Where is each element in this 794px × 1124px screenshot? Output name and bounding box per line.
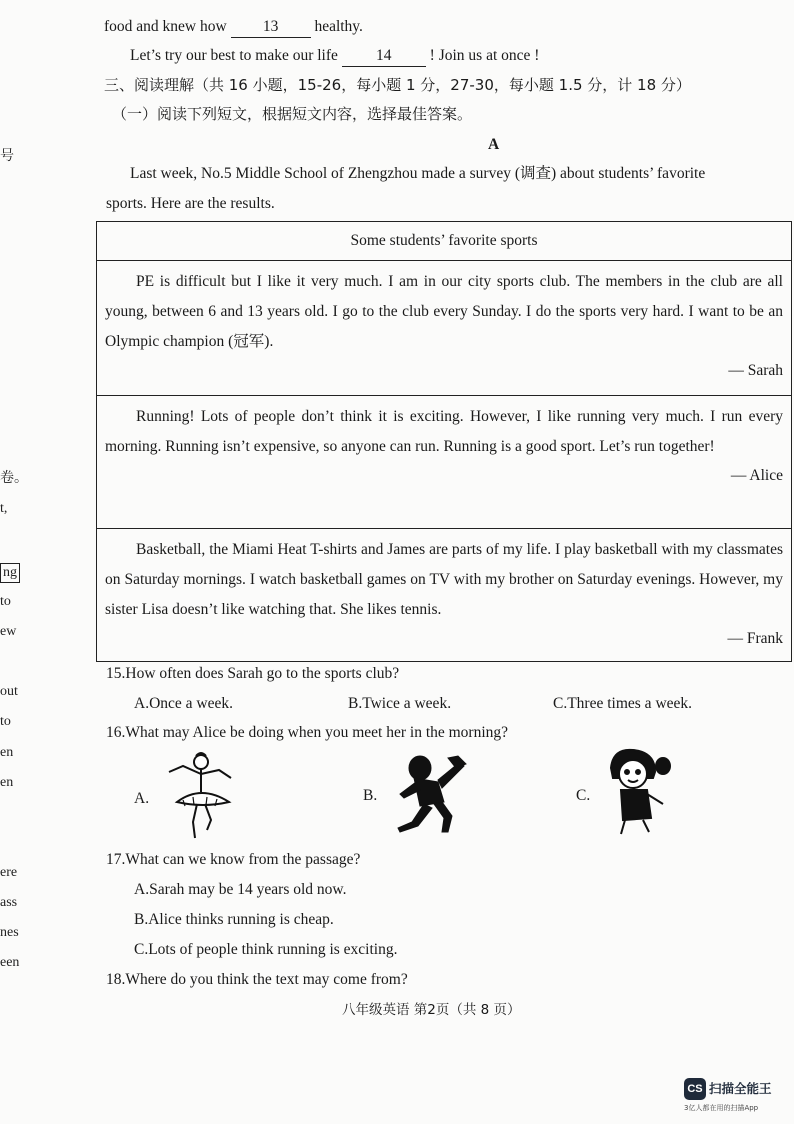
table-row-sarah (97, 261, 792, 396)
passage-letter: A (488, 136, 500, 153)
sarah-text: PE is difficult but I like it very much. I am in our city sports club. The members in the club are all young, between 6 and 13 years old. I go to the club every Sunday. I do the sports very hard. I want to be an Olympic champion (冠军). (105, 273, 783, 350)
intro-line: Last week, No.5 Middle School of Zhengzhou made a survey (调查) about students’ favorite (130, 165, 706, 182)
margin-fragment: ew (0, 624, 17, 639)
camscanner-logo: CS (684, 1078, 706, 1100)
q16-option-b: B. (363, 787, 378, 804)
alice-text: Running! Lots of people don’t think it is exciting. However, I like running very much. I run every morning. Running isn’t expensive, so anyone can run. Running is a good sport. Let’s run together! (105, 408, 783, 455)
child-picture (603, 748, 675, 838)
margin-fragment: ere (0, 865, 18, 880)
margin-fragment: out (0, 684, 18, 699)
ballet-dancer-picture (163, 750, 241, 842)
cloze-text: ! Join us at once ! (429, 47, 540, 64)
margin-fragment: en (0, 745, 14, 760)
margin-fragment: 卷。 (0, 471, 28, 486)
q16-option-c: C. (576, 787, 591, 804)
q17-option-b: B.Alice thinks running is cheap. (134, 911, 334, 928)
intro-line: sports. Here are the results. (106, 195, 275, 212)
page-footer: 八年级英语 第2页（共 8 页） (342, 1002, 521, 1018)
watermark-title: 扫描全能王 (709, 1081, 772, 1096)
table-title: Some students’ favorite sports (97, 222, 792, 261)
question-15: 15.How often does Sarah go to the sports club? (106, 665, 400, 682)
margin-fragment: ng (0, 563, 20, 583)
q15-option-c: C.Three times a week. (553, 695, 693, 712)
q15-option-b: B.Twice a week. (348, 695, 452, 712)
margin-fragment: to (0, 594, 11, 609)
q16-option-a: A. (134, 790, 150, 807)
watermark-subtitle: 3亿人都在用的扫描App (684, 1104, 759, 1112)
cloze-text: food and knew how (104, 18, 227, 35)
runner-picture (390, 752, 470, 834)
q17-option-a: A.Sarah may be 14 years old now. (134, 881, 347, 898)
answer-blank-14: 14 (342, 46, 426, 67)
scanner-watermark (684, 1078, 788, 1116)
sports-table (96, 221, 792, 662)
cloze-line-13 (104, 17, 363, 38)
frank-text: Basketball, the Miami Heat T-shirts and James are parts of my life. I play basketball with my classmates on Saturday mornings. I watch basketball games on TV with my brother on Saturday evenings. However, my sister Lisa doesn’t like watching that. She likes tennis. (105, 541, 783, 618)
section-subheading: （一）阅读下列短文，根据短文内容，选择最佳答案。 (112, 105, 473, 123)
margin-fragment: en (0, 775, 14, 790)
cloze-text: Let’s try our best to make our life (130, 47, 338, 64)
margin-fragment: een (0, 955, 20, 970)
answer-blank-13: 13 (231, 17, 311, 38)
q15-option-a: A.Once a week. (134, 695, 233, 712)
cloze-line-14 (130, 46, 539, 67)
margin-fragment: t, (0, 501, 8, 516)
section-heading: 三、阅读理解（共 16 小题，15-26，每小题 1 分，27-30，每小题 1.5 分，计 18 分） (104, 76, 691, 94)
sarah-author: — Sarah (728, 362, 783, 379)
question-16: 16.What may Alice be doing when you meet her in the morning? (106, 724, 509, 741)
margin-fragment: to (0, 714, 11, 729)
question-18: 18.Where do you think the text may come from? (106, 971, 408, 988)
q17-option-c: C.Lots of people think running is exciting. (134, 941, 398, 958)
margin-fragment: nes (0, 925, 19, 940)
question-17: 17.What can we know from the passage? (106, 851, 361, 868)
table-row-alice (97, 396, 792, 529)
table-row-frank (97, 529, 792, 662)
frank-author: — Frank (727, 630, 783, 647)
cloze-text: healthy. (314, 18, 363, 35)
margin-fragment: ass (0, 895, 18, 910)
margin-fragment: 号 (0, 149, 14, 164)
alice-author: — Alice (730, 467, 783, 484)
